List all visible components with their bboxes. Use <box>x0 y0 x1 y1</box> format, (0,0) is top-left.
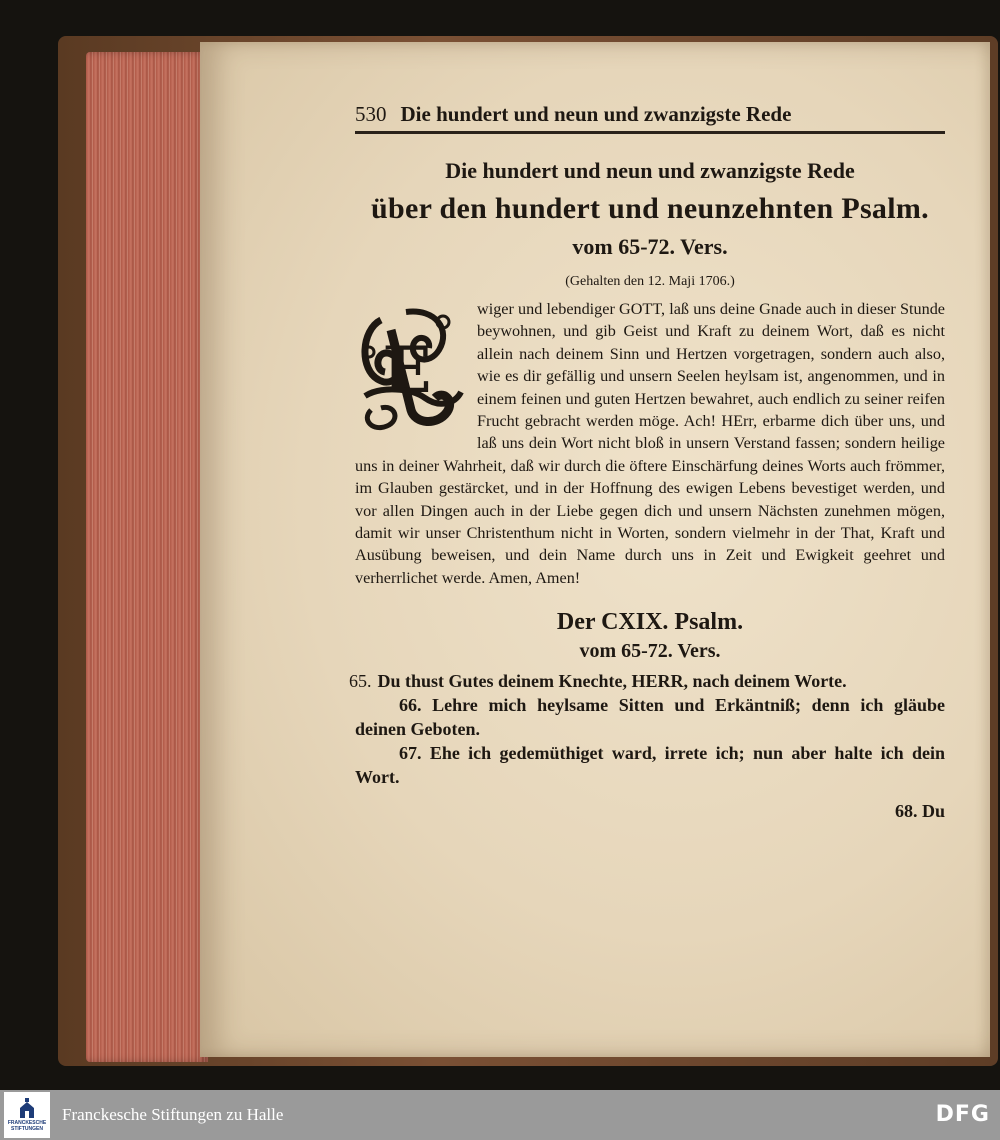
opening-prayer <box>355 298 945 589</box>
psalm-subtitle: vom 65-72. Vers. <box>579 640 721 663</box>
franckesche-logo[interactable] <box>4 1092 50 1138</box>
running-head <box>355 102 945 134</box>
logo-text: FRANCKESCHE STIFTUNGEN <box>7 1120 47 1132</box>
sermon-title: Die hundert und neun und zwanzigste Rede <box>445 158 855 183</box>
page-number: 530 <box>355 102 387 126</box>
page-edges <box>86 52 208 1062</box>
drop-cap-letter <box>351 300 469 434</box>
running-head-title: Die hundert und neun und zwanzigste Rede <box>400 102 792 126</box>
verse-text: Lehre mich heylsame Sitten und Erkäntniß; denn ich gläube deinen Geboten. <box>355 695 945 740</box>
institution-name[interactable]: Franckesche Stiftungen zu Halle <box>62 1105 284 1124</box>
verse-66 <box>355 693 945 741</box>
psalm-verses <box>349 669 945 789</box>
viewer-footer <box>0 1090 1000 1140</box>
psalm-title: Der CXIX. Psalm. <box>556 609 744 636</box>
prayer-text: wiger und lebendiger GOTT, laß uns deine Gnade auch in dieser Stunde beywohnen, und gib Geist und Kraft zu deinem Wort, daß es nicht allein nach deinem Sinn und Hertzen vorgetragen, sondern auch also, wie es dir gefällig und unsern Seelen heylsam ist, angenommen, und in einem feinen und guten Hertzen bewahret, auch endlich zu seiner reifen Frucht gebracht werden möge. Ach! HErr, erbarme dich über uns, und laß uns dein Wort nicht bloß in unsern Verstand fassen; sondern heilige uns in deiner Wahrheit, daß wir durch die öftere Einschärfung deines Worts auch frömmer, im Glauben gestärcket, und in der Hoffnung des ewigen Lebens bevestiget werden, und vor allen Dingen auch in der Liebe gegen dich und unsern Nächsten zunehmen mögen, damit wir unser Christenthum nicht in Worten, sondern vielmehr in der That, Kraft und Ausübung beweisen, und dein Name durch uns in Zeit und Ewigkeit geehret und verherrlichet werde. Amen, Amen! <box>355 300 945 587</box>
verse-number: 65. <box>349 671 372 692</box>
verse-text: Du thust Gutes deinem Knechte, HERR, nach deinem Worte. <box>377 671 847 692</box>
verse-67 <box>355 741 945 789</box>
page-text <box>349 102 945 822</box>
sermon-subject: über den hundert und neunzehnten Psalm. <box>371 192 929 225</box>
verse-65 <box>349 669 945 693</box>
catchword: 68. Du <box>894 801 945 822</box>
dfg-logo[interactable]: DFG <box>935 1102 990 1127</box>
verse-text: Ehe ich gedemüthiget ward, irrete ich; nun aber halte ich dein Wort. <box>355 743 945 788</box>
verse-range: vom 65-72. Vers. <box>572 234 728 259</box>
logo-icon <box>18 1098 36 1120</box>
verse-number: 66. <box>399 695 422 716</box>
drop-cap-char: E <box>382 333 432 408</box>
verse-number: 67. <box>399 743 422 764</box>
book-page <box>200 42 990 1057</box>
sermon-date: (Gehalten den 12. Maji 1706.) <box>565 274 735 289</box>
